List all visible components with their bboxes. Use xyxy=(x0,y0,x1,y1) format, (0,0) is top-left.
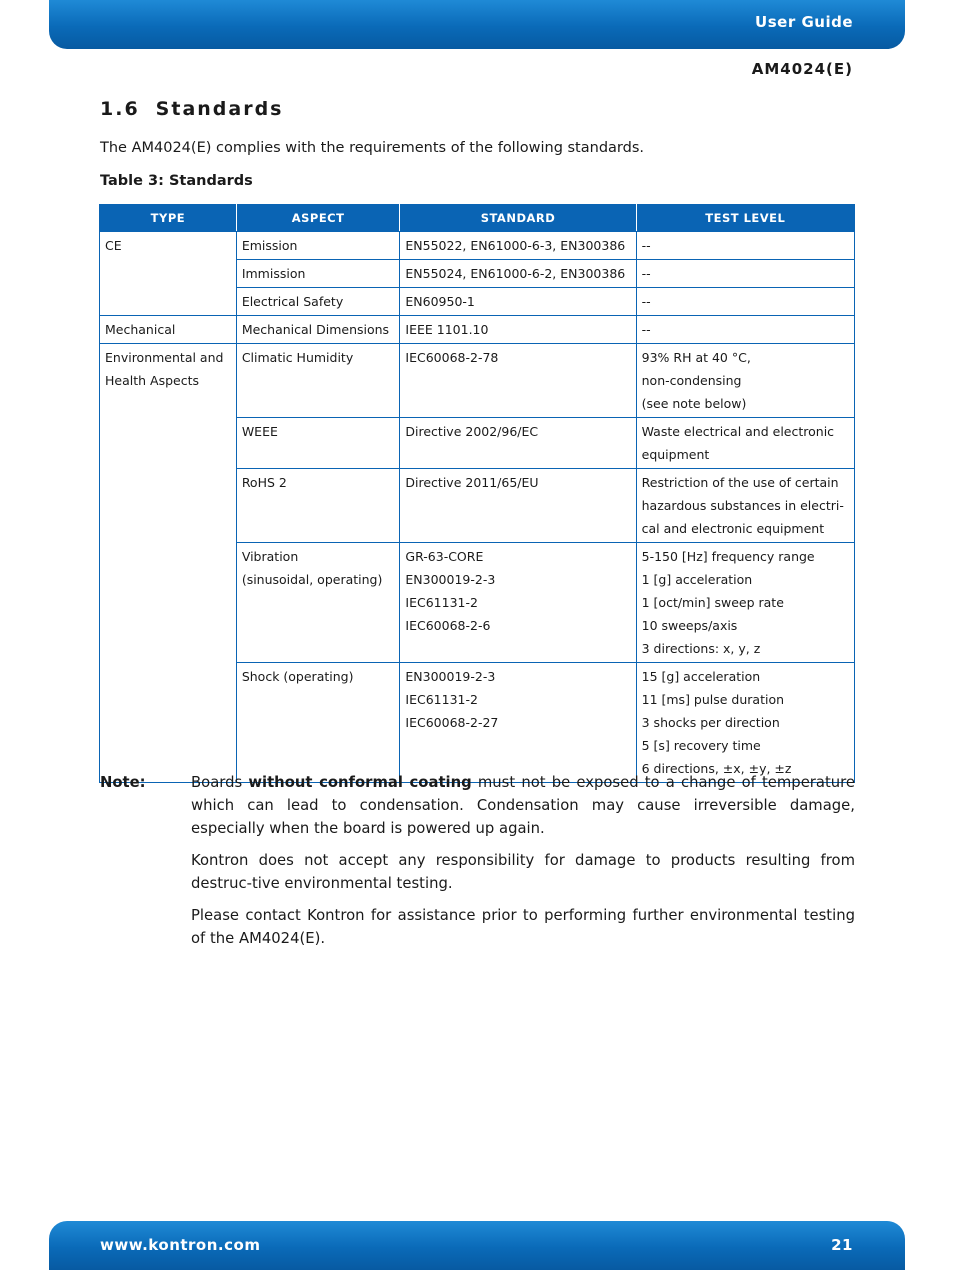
test-level-cell-line: 6 directions, ±x, ±y, ±z xyxy=(641,761,792,776)
aspect-cell xyxy=(236,418,400,469)
aspect-cell-line: WEEE xyxy=(241,424,278,439)
footer-banner xyxy=(49,1221,905,1270)
aspect-cell xyxy=(236,260,400,288)
test-level-cell xyxy=(636,418,854,469)
test-level-cell xyxy=(636,344,854,418)
note-paragraph: Kontron does not accept any responsibility for damage to products resulting from destruc-tive environmental testing. xyxy=(191,852,855,892)
aspect-cell-line: Shock (operating) xyxy=(241,669,354,684)
intro-text: The AM4024(E) complies with the requirements of the following standards. xyxy=(100,140,644,156)
test-level-cell-line: Restriction of the use of certain xyxy=(641,475,839,490)
test-level-cell-line: 5-150 [Hz] frequency range xyxy=(641,549,815,564)
test-level-cell xyxy=(636,260,854,288)
aspect-cell xyxy=(236,316,400,344)
note-text: must not be exposed to a change of temperature which can lead to condensation. Condensation may cause irreversible damage, especially when the board is powered up again. xyxy=(191,774,855,837)
note-paragraph: Please contact Kontron for assistance prior to performing further environmental testing of the AM4024(E). xyxy=(191,907,855,947)
test-level-cell-line: hazardous substances in electri- xyxy=(641,498,844,513)
table-header-row xyxy=(100,205,855,232)
header-standard: STANDARD xyxy=(400,205,636,232)
test-level-cell-line: -- xyxy=(641,322,651,337)
table-row xyxy=(100,344,855,418)
test-level-cell-line: 3 directions: x, y, z xyxy=(641,641,761,656)
page-number: 21 xyxy=(831,1236,853,1254)
test-level-cell-line: -- xyxy=(641,266,651,281)
aspect-cell-line: (sinusoidal, operating) xyxy=(241,572,383,587)
standard-cell-line: EN300019-2-3 xyxy=(405,669,496,684)
test-level-cell-line: 1 [g] acceleration xyxy=(641,572,753,587)
standard-cell xyxy=(400,344,636,418)
aspect-cell-line: Electrical Safety xyxy=(241,294,344,309)
test-level-cell-line: 11 [ms] pulse duration xyxy=(641,692,785,707)
test-level-cell-line: 3 shocks per direction xyxy=(641,715,780,730)
standard-cell-line: IEC60068-2-6 xyxy=(405,618,491,633)
test-level-cell-line: equipment xyxy=(641,447,710,462)
test-level-cell-line: cal and electronic equipment xyxy=(641,521,825,536)
test-level-cell-line: (see note below) xyxy=(641,396,747,411)
standard-cell xyxy=(400,260,636,288)
aspect-cell-line: Climatic Humidity xyxy=(241,350,354,365)
standard-cell xyxy=(400,663,636,783)
standard-cell-line: IEC61131-2 xyxy=(405,692,478,707)
standard-cell-line: Directive 2002/96/EC xyxy=(405,424,539,439)
standard-cell-line: EN60950-1 xyxy=(405,294,475,309)
test-level-cell-line: 93% RH at 40 °C, xyxy=(641,350,751,365)
standard-cell xyxy=(400,469,636,543)
test-level-cell-line: non-condensing xyxy=(641,373,742,388)
test-level-cell-line: Waste electrical and electronic xyxy=(641,424,835,439)
table-row xyxy=(100,232,855,260)
standard-cell-line: EN55024, EN61000-6-2, EN300386 xyxy=(405,266,626,281)
aspect-cell-line: Emission xyxy=(241,238,298,253)
test-level-cell xyxy=(636,316,854,344)
header-banner xyxy=(49,0,905,49)
header-type: TYPE xyxy=(100,205,237,232)
section-title: Standards xyxy=(155,98,284,120)
standard-cell xyxy=(400,232,636,260)
test-level-cell-line: -- xyxy=(641,294,651,309)
standard-cell-line: GR-63-CORE xyxy=(405,549,484,564)
test-level-cell xyxy=(636,288,854,316)
aspect-cell-line: Vibration xyxy=(241,549,299,564)
aspect-cell xyxy=(236,344,400,418)
note-text: Boards xyxy=(191,774,249,791)
aspect-cell xyxy=(236,232,400,260)
type-cell: CE xyxy=(100,232,237,316)
footer-url[interactable]: www.kontron.com xyxy=(100,1236,261,1254)
standard-cell xyxy=(400,316,636,344)
standard-cell-line: IEEE 1101.10 xyxy=(405,322,489,337)
test-level-cell xyxy=(636,469,854,543)
aspect-cell xyxy=(236,288,400,316)
section-heading xyxy=(100,98,284,120)
type-cell: Mechanical xyxy=(100,316,237,344)
table-body xyxy=(100,232,855,783)
aspect-cell xyxy=(236,663,400,783)
header-aspect: ASPECT xyxy=(236,205,400,232)
guide-label: User Guide xyxy=(755,13,853,31)
test-level-cell xyxy=(636,543,854,663)
standard-cell-line: EN55022, EN61000-6-3, EN300386 xyxy=(405,238,626,253)
standard-cell-line: Directive 2011/65/EU xyxy=(405,475,539,490)
standard-cell-line: IEC60068-2-27 xyxy=(405,715,499,730)
model-name: AM4024(E) xyxy=(751,60,853,78)
standard-cell xyxy=(400,288,636,316)
table-row xyxy=(100,316,855,344)
test-level-cell xyxy=(636,232,854,260)
standard-cell-line: IEC60068-2-78 xyxy=(405,350,499,365)
section-number: 1.6 xyxy=(100,98,140,120)
standards-table xyxy=(99,204,855,783)
aspect-cell-line: RoHS 2 xyxy=(241,475,287,490)
standard-cell xyxy=(400,543,636,663)
standard-cell-line: EN300019-2-3 xyxy=(405,572,496,587)
aspect-cell xyxy=(236,469,400,543)
aspect-cell xyxy=(236,543,400,663)
test-level-cell-line: 10 sweeps/axis xyxy=(641,618,738,633)
test-level-cell xyxy=(636,663,854,783)
standard-cell xyxy=(400,418,636,469)
note-emphasis: without conformal coating xyxy=(248,774,472,791)
note-body xyxy=(191,771,855,959)
test-level-cell-line: 15 [g] acceleration xyxy=(641,669,761,684)
test-level-cell-line: -- xyxy=(641,238,651,253)
note-paragraph xyxy=(191,771,855,840)
type-cell: Environmental and Health Aspects xyxy=(100,344,237,783)
aspect-cell-line: Mechanical Dimensions xyxy=(241,322,390,337)
test-level-cell-line: 5 [s] recovery time xyxy=(641,738,761,753)
table-caption: Table 3: Standards xyxy=(100,173,253,189)
aspect-cell-line: Immission xyxy=(241,266,306,281)
header-test-level: TEST LEVEL xyxy=(636,205,854,232)
standard-cell-line: IEC61131-2 xyxy=(405,595,478,610)
test-level-cell-line: 1 [oct/min] sweep rate xyxy=(641,595,784,610)
note-label: Note: xyxy=(100,774,146,791)
